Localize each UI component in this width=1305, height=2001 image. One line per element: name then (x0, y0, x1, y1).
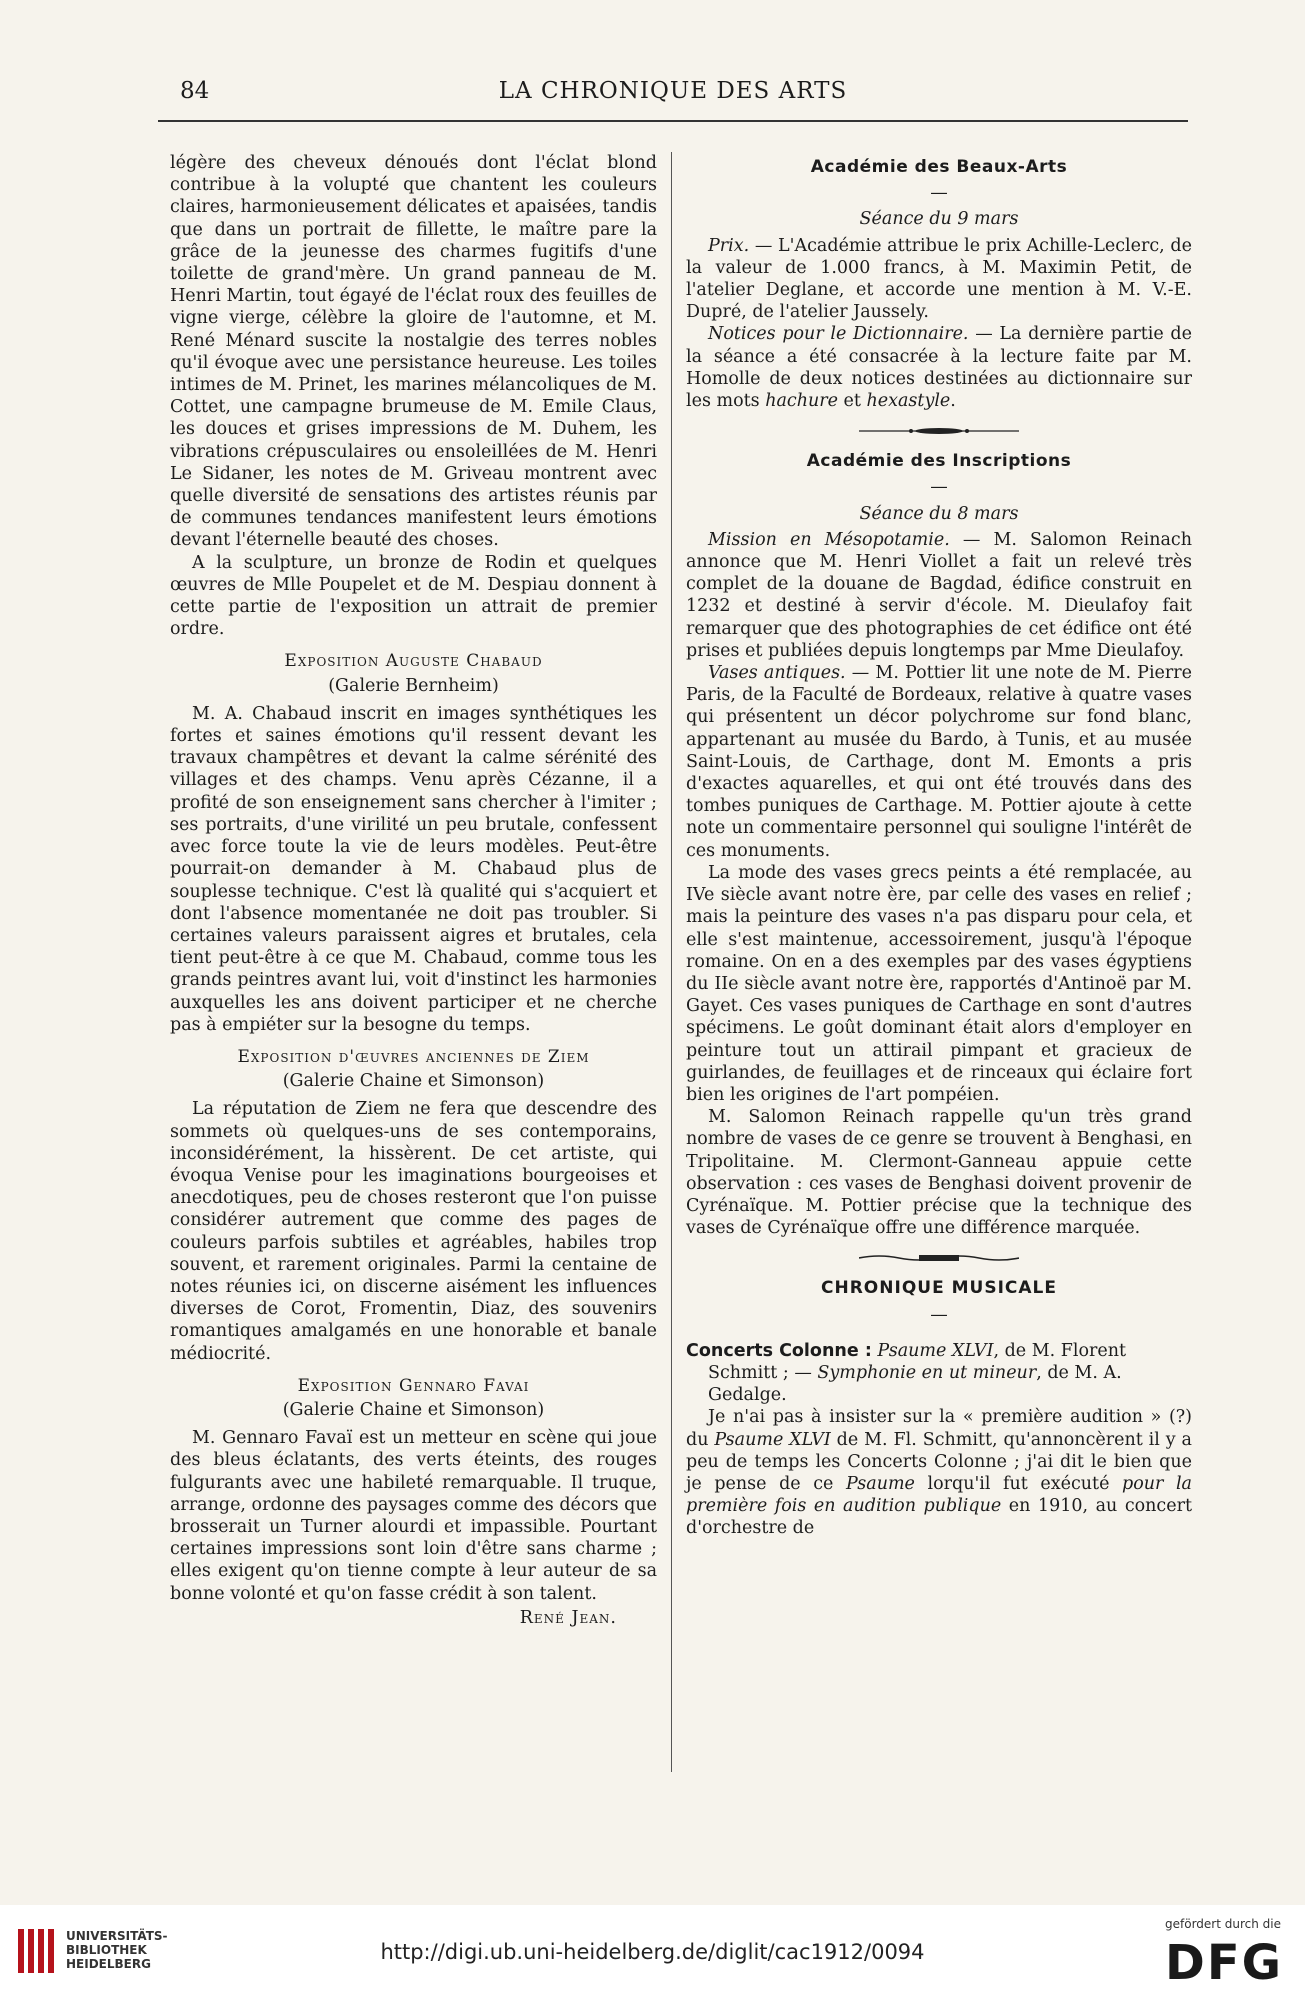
item-label: Vases antiques. (708, 663, 846, 684)
paragraph (686, 662, 1192, 862)
paragraph: M. Gennaro Favaï est un metteur en scène qui joue des bleus éclatants, des verts éteints, des rouges fulgurants avec une habileté remarquable. Il truque, arrange, ordonne des paysages comme des décors que brosserait un Turner alourdi et impassible. Pourtant certaines impressions sont loin d'être sans charme ; elles exigent qu'on tienne compte à leur auteur de sa bonne volonté et qu'on fasse crédit à son talent. (170, 1428, 657, 1604)
paragraph-text: , de M. A. Gedalge. (708, 1362, 1122, 1406)
running-title: LA CHRONIQUE DES ARTS (498, 78, 848, 104)
library-name-line: HEIDELBERG (66, 1957, 151, 1971)
paragraph-text: — L'Académie attribue le prix Achille-Leclerc, de la valeur de 1.000 francs, à M. Maximin Petit, de l'atelier Deglane, et accorde une mention à M. V.-E. Dupré, de l'atelier Jaussely. (686, 235, 1192, 323)
paragraph-text: — M. Pottier lit une note de M. Pierre Paris, de la Faculté de Bordeaux, relative à quatre vases qui présentent un décor polychrome sur fond blanc, appartenant au musée du Bardo, à Tunis, et au musée Saint-Louis, de Carthage, dont M. Emonts a pris d'exactes aquarelles, et qui ont été trouvés dans des tombes puniques de Carthage. M. Pottier ajoute à cette note un commentaire personnel qui souligne l'intérêt de ces monuments. (686, 663, 1192, 861)
italic-word: hexastyle (866, 391, 951, 412)
document-url-link[interactable]: http://digi.ub.uni-heidelberg.de/diglit/cac1912/0094 (380, 1940, 925, 1964)
item-label: Mission en Mésopotamie. (708, 529, 950, 550)
concert-label: Concerts Colonne : (686, 1340, 872, 1361)
item-label: Prix. (708, 235, 750, 256)
paragraph-text: et (837, 391, 867, 412)
header-rule (158, 120, 1188, 122)
italic-word: pour la première fois en audition publique (686, 1473, 1192, 1517)
paragraph (686, 235, 1192, 324)
paragraph-text: — La dernière partie de la séance a été consacrée à la lecture faite par M. Homolle de deux notices destinées au dictionnaire sur les mots (686, 324, 1192, 412)
paragraph (686, 1406, 1192, 1539)
right-column (686, 152, 1192, 1540)
ornament-divider (859, 426, 1019, 436)
italic-word: Psaume (845, 1473, 915, 1494)
session-date: Séance du 8 mars (859, 503, 1019, 524)
italic-word: Symphonie en ut mineur (817, 1362, 1037, 1383)
column-divider (671, 152, 672, 1772)
dash-separator: — (930, 477, 948, 498)
section-heading: Académie des Inscriptions (806, 451, 1072, 472)
funding-note: gefördert durch die (1165, 1917, 1281, 1931)
dash-separator: — (930, 183, 948, 204)
left-column (170, 152, 657, 1629)
paragraph: M. A. Chabaud inscrit en images synthétiques les fortes et saines émotions qu'il ressent devant les travaux champêtres et devant la calme sérénité des villages et des champs. Venu après Cézanne, il a profité de son enseignement sans chercher à l'imiter ; ses portraits, d'une virilité un peu brutale, confessent avec force toute la vie de leurs modèles. Peut-être pourrait-on demander à M. Chabaud plus de souplesse technique. C'est là qualité qui s'acquiert et dont l'absence momentanée ne doit pas troubler. Si certaines valeurs paraissent aigres et brutales, cela tient peut-être à ce que M. Chabaud, comme tous les grands peintres avant lui, voit d'instinct les harmonies auxquelles les ans doivent participer et ne cherche pas à empiéter sur la besogne du temps. (170, 703, 657, 1035)
section-subtitle: (Galerie Bernheim) (328, 675, 499, 696)
paragraph: A la sculpture, un bronze de Rodin et quelques œuvres de Mlle Poupelet et de M. Despiau donnent à cette partie de l'exposition un attrait de premier ordre. (170, 552, 657, 640)
dash-separator: — (930, 1304, 948, 1325)
section-subtitle: (Galerie Chaine et Simonson) (282, 1071, 545, 1092)
concert-listing (686, 1340, 1192, 1407)
library-name-line: BIBLIOTHEK (66, 1943, 147, 1957)
section-title: Exposition Auguste Chabaud (284, 651, 543, 672)
section-heading: CHRONIQUE MUSICALE (821, 1278, 1057, 1299)
section-heading: Académie des Beaux-Arts (810, 157, 1068, 177)
paragraph-text: — M. Salomon Reinach annonce que M. Henri Viollet a fait un relevé très complet de la douane de Bagdad, édifice construit en 1232 et destiné à servir d'école. M. Dieulafoy fait remarquer que des photographies de cet édifice ont été prises et publiées depuis longtemps par Mme Dieulafoy. (686, 529, 1192, 661)
paragraph-text: lorqu'il fut exécuté (914, 1473, 1123, 1494)
paragraph-text: . (950, 391, 956, 412)
dfg-logo: DFG (1164, 1935, 1283, 1991)
section-title: Exposition d'œuvres anciennes de Ziem (237, 1046, 590, 1067)
paragraph (686, 323, 1192, 412)
paragraph (686, 529, 1192, 662)
section-title: Exposition Gennaro Favai (297, 1375, 530, 1396)
paragraph-text: de M. Fl. Schmitt, qu'annoncèrent il y a peu de temps les Concerts Colonne ; j'ai dit le bien que je pense de ce (686, 1429, 1192, 1494)
page-header (158, 78, 1188, 114)
session-date: Séance du 9 mars (859, 209, 1019, 230)
paragraph-text: en 1910, au concert d'orchestre de (686, 1496, 1192, 1539)
page-number: 84 (180, 78, 210, 104)
item-label: Notices pour le Dictionnaire. (708, 324, 969, 345)
paragraph: légère des cheveux dénoués dont l'éclat blond contribue à la volupté que chantent les couleurs claires, harmonieusement délicates et apaisées, tandis que dans un portrait de fillette, le maître pare la grâce de la jeunesse des charmes fugitifs d'une toilette de grand'mère. Un grand panneau de M. Henri Martin, tout égayé de l'éclat roux des feuilles de vigne vierge, célèbre la gloire de l'automne, et M. René Ménard suscite la nostalgie des terres nobles qu'il évoque avec une persistance heureuse. Les toiles intimes de M. Prinet, les marines mélancoliques de M. Cottet, une campagne brumeuse de M. Emile Claus, les douces et grises impressions de M. Duhem, les vibrations crépusculaires ou ensoleillées de M. Henri Le Sidaner, les notes de M. Griveau montrent avec quelle diversité de sensations des artistes réunis par de communes tendances manifestent leurs émotions devant l'éternelle beauté des choses. (170, 153, 657, 551)
section-subtitle: (Galerie Chaine et Simonson) (282, 1399, 545, 1420)
italic-word: Psaume XLVI (714, 1429, 831, 1450)
paragraph: La réputation de Ziem ne fera que descendre des sommets où quelques-uns de ses contemporains, inconsidérément, la hissèrent. De cet artiste, qui évoqua Venise pour les imaginations bourgeoises et anecdotiques, peu de choses resteront que l'on puisse considérer autrement que comme des pages de couleurs parfois subtiles et agréables, habiles trop souvent, et rarement originales. Parmi la centaine de notes réunies ici, on discerne aisément les influences diverses de Corot, Fromentin, Diaz, des souvenirs romantiques amalgamés en une honorable et banale médiocrité. (170, 1099, 657, 1364)
viewer-footer (0, 1905, 1305, 2001)
italic-word: Psaume XLVI (877, 1340, 994, 1361)
library-name-line: UNIVERSITÄTS- (66, 1929, 168, 1943)
paragraph: La mode des vases grecs peints a été remplacée, au IVe siècle avant notre ère, par celle des vases en relief ; mais la peinture des vases n'a pas disparu pour cela, et elle s'est maintenue, accessoirement, jusqu'à l'époque romaine. On en a des exemples par des vases égyptiens du IIe siècle avant notre ère, rapportés d'Antinoë par M. Gayet. Ces vases puniques de Carthage en sont d'autres spécimens. Le goût dominant était alors d'employer en peinture tout un attirail pimpant et gracieux de guirlandes, de feuillages et de rinceaux qui éclaire fort bien les origines de l'art pompéien. (686, 862, 1192, 1105)
paragraph-text: Je n'ai pas à insister sur la « première audition » (?) du (686, 1407, 1192, 1450)
italic-word: hachure (765, 391, 838, 412)
author-signature: René Jean. (519, 1607, 617, 1628)
ornament-divider (859, 1253, 1019, 1263)
paragraph-text: , de M. Florent Schmitt ; — (708, 1340, 1127, 1383)
paragraph: M. Salomon Reinach rappelle qu'un très grand nombre de vases de ce genre se trouvent à Benghasi, en Tripolitaine. M. Clermont-Ganneau appuie cette observation : ces vases de Benghasi doivent provenir de Cyrénaïque. M. Pottier précise que la technique des vases de Cyrénaïque offre une différence marquée. (686, 1107, 1192, 1239)
